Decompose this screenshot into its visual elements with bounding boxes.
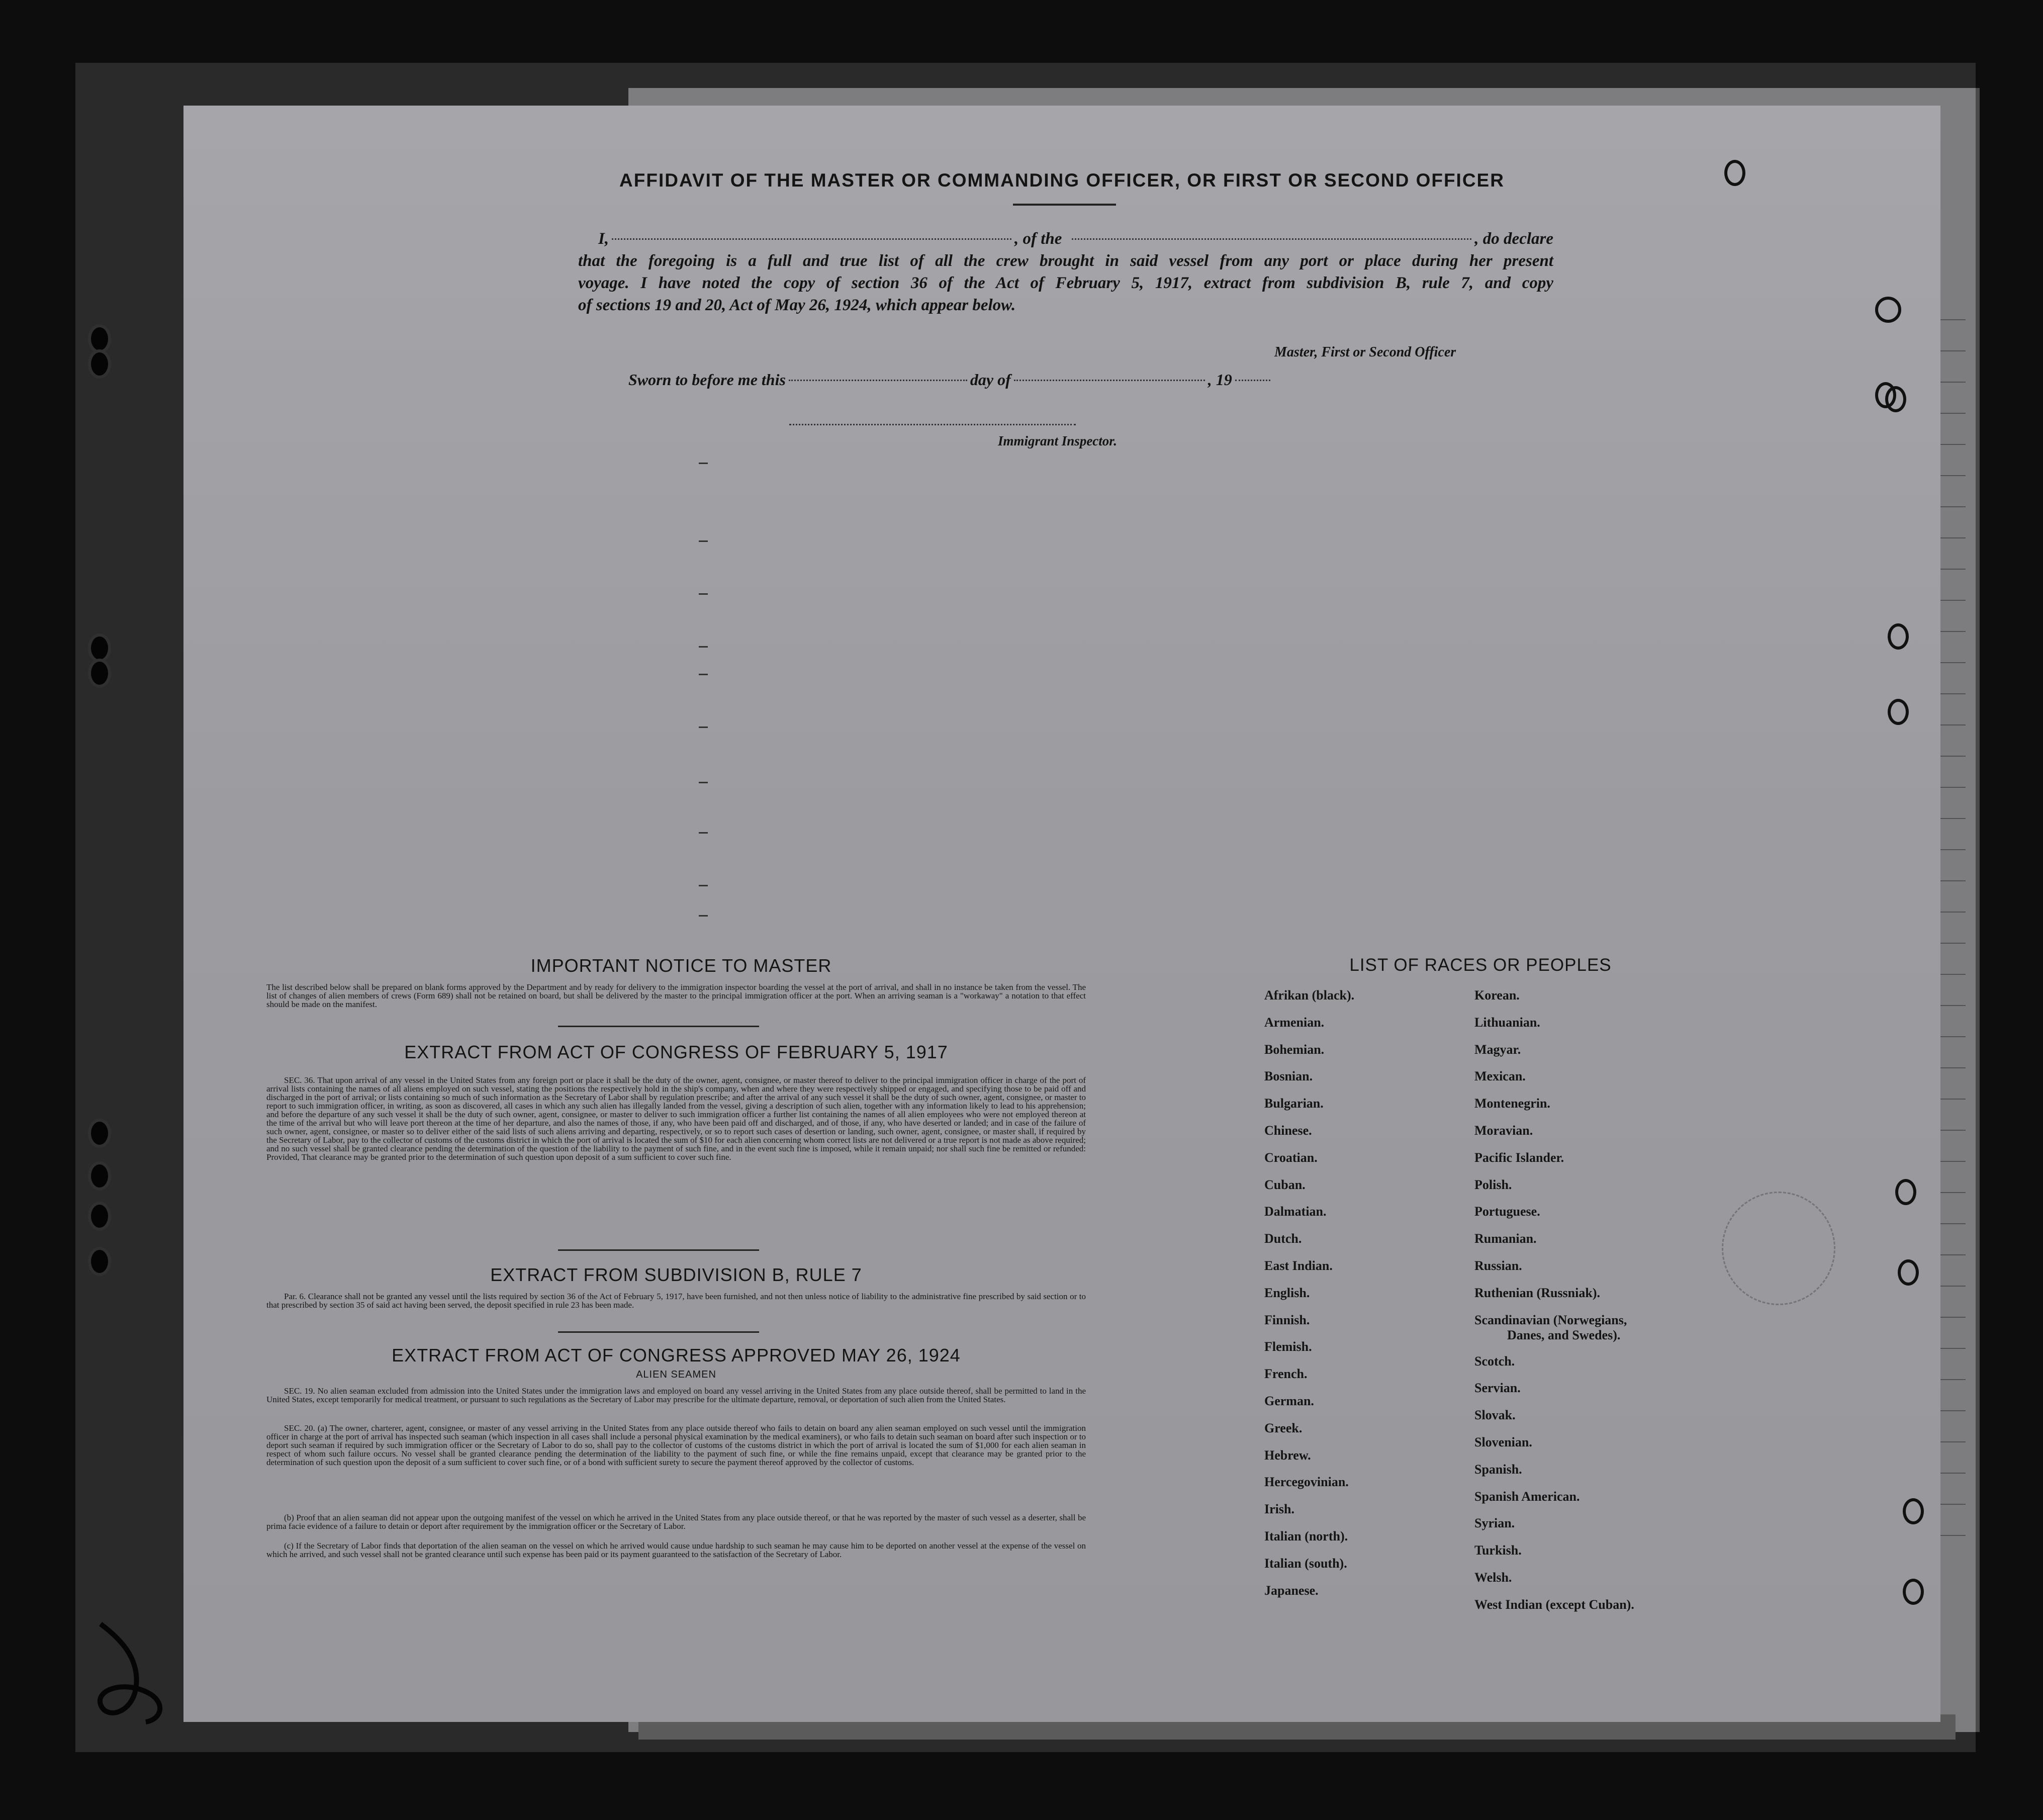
- race-item: German.: [1264, 1393, 1314, 1408]
- race-item: Croatian.: [1264, 1150, 1318, 1165]
- race-item: Cuban.: [1264, 1177, 1306, 1192]
- race-item: Bohemian.: [1264, 1042, 1325, 1057]
- year-label: , 19: [1208, 371, 1232, 389]
- race-item: Finnish.: [1264, 1312, 1310, 1327]
- sec-19-text: SEC. 19. No alien seaman excluded from admission into the United States under the immigration laws and employed on board any vessel arriving in the United States from any place outside thereof, shall be permitted to land in the United States, except temporarily for medical treatment, or pursuant to such regulations as the Secretary of Labor may prescribe for the ultimate departure, removal, or deportation of such alien from the United States.: [266, 1386, 1086, 1404]
- section-rule: [558, 1026, 759, 1027]
- affidavit-text-line: voyage. I have noted the copy of section 36 of the Act of February 5, 1917, extract from subdivision B, rule 7, and copy: [578, 274, 1553, 292]
- extract-1917-text: SEC. 36. That upon arrival of any vessel in the United States from any foreign port or place it shall be the duty of the owner, agent, consignee, or master thereof to deliver to the principal immigration officer in charge of the port of arrival lists containing the names of all aliens employed on such vessel, stating the positions the respectively hold in the ship's company, when and where they were respectively shipped or engaged, and specifying those to be paid off and discharged in the port of arrival; or lists containing so much of such information as the Secretary of Labor shall by regulation prescribe; and after the arrival of any such vessel it shall be the duty of such owner, agent, consignee, or master to report to such immigration officer, in writing, as soon as discovered, all cases in which any such alien has illegally landed from the vessel, giving a description of such alien, together with any information likely to lead to his apprehension; and before the departure of any such vessel it shall be the duty of such owner, agent, consignee, or master to deliver to such immigration officer a further list containing the names of all alien employees who were not employed thereon at the time of the arrival but who will leave port thereon at the time of her departure, and also the names of those, if any, who have been paid off and discharged, and of those, if any, who have deserted or landed; and in case of the failure of such owner, agent, consignee, or master so to deliver either of the said lists of such aliens arriving and departing, respectively, or so to report such cases of desertion or landing, such owner, agent, consignee, or master shall, if required by the Secretary of Labor, pay to the collector of customs of the customs district in which the port of arrival is located the sum of $10 for each alien concerning whom correct lists are not delivered or a true report is not made as above required; and no such vessel shall be granted clearance pending the determination of the question of the liability to the payment of such fine, and in the event such fine is imposed, while it remain unpaid; nor shall such fine be remitted or refunded: Provided, That clearance may be granted prior to the determination of such question upon deposit of a sum sufficient to cover such fine.: [266, 1075, 1086, 1162]
- binder-hole: [88, 1161, 111, 1191]
- race-item: Japanese.: [1264, 1583, 1319, 1598]
- sworn-line: [628, 371, 1322, 389]
- sec-20c-text: (c) If the Secretary of Labor finds that deportation of the alien seaman on the vessel on which he arrived would cause undue hardship to such seaman he may cause him to be deported on another vessel at the expense of the vessel on which he arrived, and such vessel shall not be granted clearance until such expense has been paid or its payment guaranteed to the satisfaction of the Secretary of Labor.: [266, 1541, 1086, 1559]
- section-rule: [558, 1331, 759, 1333]
- race-item: Spanish.: [1474, 1462, 1522, 1477]
- sec-20a-text: SEC. 20. (a) The owner, charterer, agent, consignee, or master of any vessel arriving in the United States from any place outside thereof who fails to detain on board any alien seaman employed on such vessel until the immigration officer in charge at the port of arrival has inspected such seaman (which inspection in all cases shall include a personal physical examination by the medical examiners), or who fails to detain such seaman on board after such inspection or to deport such seaman if required by such immigration officer or the Secretary of Labor to do so, shall pay to the collector of customs of the customs district in which the port of arrival is located the sum of $1,000 for each alien seaman in respect of whom such failure occurs. No vessel shall be granted clearance pending the determination of the liability to the payment of such fine, or while the fine remains unpaid, except that clearance may be granted prior to the determination of such question upon the deposit of a sum sufficient to cover such fine, or of a bond with sufficient surety to secure the payment thereof approved by the collector of customs.: [266, 1423, 1086, 1467]
- race-item: Russian.: [1474, 1258, 1522, 1273]
- margin-tick: [699, 540, 708, 542]
- faint-stamp: [1722, 1192, 1835, 1305]
- race-item: Armenian.: [1264, 1015, 1325, 1030]
- race-item: Dalmatian.: [1264, 1204, 1327, 1219]
- binder-hole: [88, 659, 111, 688]
- alien-seamen-subtitle: ALIEN SEAMEN: [636, 1369, 716, 1380]
- month-field[interactable]: [1014, 380, 1205, 381]
- race-item: Magyar.: [1474, 1042, 1521, 1057]
- race-item: West Indian (except Cuban).: [1474, 1597, 1634, 1612]
- race-item: Spanish American.: [1474, 1489, 1580, 1504]
- race-item: Montenegrin.: [1474, 1096, 1550, 1111]
- punch-hole: [1895, 1179, 1916, 1205]
- race-item: Afrikan (black).: [1264, 988, 1355, 1003]
- rule-7-title: EXTRACT FROM SUBDIVISION B, RULE 7: [490, 1264, 862, 1285]
- race-item-line: Scandinavian (Norwegians,: [1474, 1312, 1627, 1327]
- race-item: Polish.: [1474, 1177, 1512, 1192]
- race-item: Italian (north).: [1264, 1528, 1348, 1543]
- race-item: Servian.: [1474, 1381, 1521, 1396]
- binding-string: [90, 1619, 176, 1724]
- affidavit-body: [578, 228, 1553, 316]
- punch-hole: [1888, 623, 1909, 650]
- affidavit-text-line: that the foregoing is a full and true list of all the crew brought in said vessel from any port or place during her present: [578, 252, 1553, 270]
- race-item: East Indian.: [1264, 1258, 1333, 1273]
- day-field[interactable]: [789, 380, 967, 381]
- race-item: [1474, 1313, 1634, 1354]
- race-item: Bulgarian.: [1264, 1096, 1324, 1111]
- binder-hole: [88, 1247, 111, 1276]
- punch-hole: [1903, 1579, 1924, 1605]
- race-item: Greek.: [1264, 1420, 1303, 1435]
- punch-hole: [1898, 1259, 1919, 1286]
- affidavit-text-line: of sections 19 and 20, Act of May 26, 1924, which appear below.: [578, 296, 1016, 314]
- race-item: Turkish.: [1474, 1543, 1522, 1558]
- punch-hole: [1724, 160, 1745, 186]
- sworn-label: Sworn to before me this: [628, 371, 786, 389]
- race-item: Mexican.: [1474, 1069, 1526, 1084]
- binder-hole: [88, 1202, 111, 1231]
- race-item-line: Danes, and Swedes).: [1507, 1327, 1621, 1342]
- race-item: Slovak.: [1474, 1408, 1516, 1423]
- race-item: Hebrew.: [1264, 1447, 1311, 1463]
- race-item: Italian (south).: [1264, 1556, 1347, 1571]
- binder-hole: [88, 349, 111, 379]
- inspector-signature-field[interactable]: [789, 424, 1076, 425]
- race-item: Dutch.: [1264, 1231, 1302, 1246]
- rule-7-text: Par. 6. Clearance shall not be granted any vessel until the lists required by section 36 of the Act of February 5, 1917, have been furnished, and not then unless notice of liability to the administrative fine prescribed by said section or to that prescribed by section 35 of said act having been served, the deposit specified in rule 23 has been made.: [266, 1292, 1086, 1310]
- punch-hole: [1888, 699, 1909, 725]
- margin-tick: [699, 646, 708, 648]
- race-item: Scotch.: [1474, 1353, 1515, 1369]
- race-item: Slovenian.: [1474, 1434, 1532, 1449]
- race-item: Rumanian.: [1474, 1231, 1537, 1246]
- race-item: Korean.: [1474, 988, 1520, 1003]
- margin-tick: [699, 782, 708, 783]
- margin-tick: [699, 593, 708, 595]
- form-page: [183, 106, 1940, 1722]
- notice-text: The list described below shall be prepared on blank forms approved by the Department and by ready for delivery to the immigration inspector boarding the vessel at the port of arrival, and shall in no instance be taken from the vessel. The list of changes of alien members of crews (Form 689) shall not be retained on board, but shall be delivered by the master to the principal immigration officer at the port. When an arriving seaman is a "workaway" a notation to that effect should be made on the manifest.: [266, 982, 1086, 1009]
- inspector-label: Immigrant Inspector.: [998, 433, 1118, 448]
- race-item: Syrian.: [1474, 1516, 1515, 1531]
- punch-hole: [1875, 297, 1901, 323]
- margin-tick: [699, 885, 708, 886]
- declaration-line: [578, 228, 1553, 250]
- race-item: Lithuanian.: [1474, 1015, 1540, 1030]
- margin-tick: [699, 674, 708, 675]
- race-item: Bosnian.: [1264, 1069, 1313, 1084]
- race-item: Ruthenian (Russniak).: [1474, 1285, 1600, 1300]
- extract-1917-title: EXTRACT FROM ACT OF CONGRESS OF FEBRUARY 5, 1917: [404, 1042, 948, 1062]
- punch-hole: [1885, 386, 1906, 412]
- race-item: Chinese.: [1264, 1123, 1312, 1138]
- margin-tick: [699, 463, 708, 464]
- vessel-field[interactable]: [1072, 238, 1471, 240]
- declare-label: , do declare: [1474, 230, 1553, 248]
- race-item: Flemish.: [1264, 1339, 1312, 1354]
- race-item: Moravian.: [1474, 1123, 1533, 1138]
- race-item: Pacific Islander.: [1474, 1150, 1564, 1165]
- i-label: I,: [598, 230, 609, 248]
- extract-1924-title: EXTRACT FROM ACT OF CONGRESS APPROVED MAY 26, 1924: [392, 1345, 961, 1366]
- race-item: Portuguese.: [1474, 1204, 1540, 1219]
- title-rule: [1013, 204, 1116, 206]
- sec-20b-text: (b) Proof that an alien seaman did not appear upon the outgoing manifest of the vessel on which he arrived in the United States from any place outside thereof, or that he was reported by the master of such vessel as a deserter, shall be prima facie evidence of a failure to detain or deport after requirement by the immigration officer or the Secretary of Labor.: [266, 1513, 1086, 1531]
- races-column-left: [1264, 988, 1354, 1610]
- race-item: Welsh.: [1474, 1570, 1512, 1585]
- master-signature-label: Master, First or Second Officer: [1274, 344, 1456, 360]
- affidavit-title: AFFIDAVIT OF THE MASTER OR COMMANDING OFFICER, OR FIRST OR SECOND OFFICER: [619, 170, 1505, 191]
- race-item: English.: [1264, 1285, 1310, 1300]
- races-title: LIST OF RACES OR PEOPLES: [1349, 955, 1612, 975]
- races-column-right: [1474, 988, 1634, 1624]
- binder-hole: [88, 1119, 111, 1148]
- race-item: Irish.: [1264, 1502, 1294, 1517]
- day-of-label: day of: [970, 371, 1011, 389]
- punch-hole: [1903, 1498, 1924, 1524]
- name-field[interactable]: [612, 238, 1011, 240]
- race-item: French.: [1264, 1367, 1308, 1382]
- year-field[interactable]: [1235, 380, 1270, 381]
- race-item: Hercegovinian.: [1264, 1475, 1349, 1490]
- margin-tick: [699, 726, 708, 728]
- margin-tick: [699, 915, 708, 917]
- section-rule: [558, 1249, 759, 1251]
- margin-tick: [699, 832, 708, 834]
- of-the-label: , of the: [1014, 230, 1062, 248]
- notice-title: IMPORTANT NOTICE TO MASTER: [530, 955, 832, 976]
